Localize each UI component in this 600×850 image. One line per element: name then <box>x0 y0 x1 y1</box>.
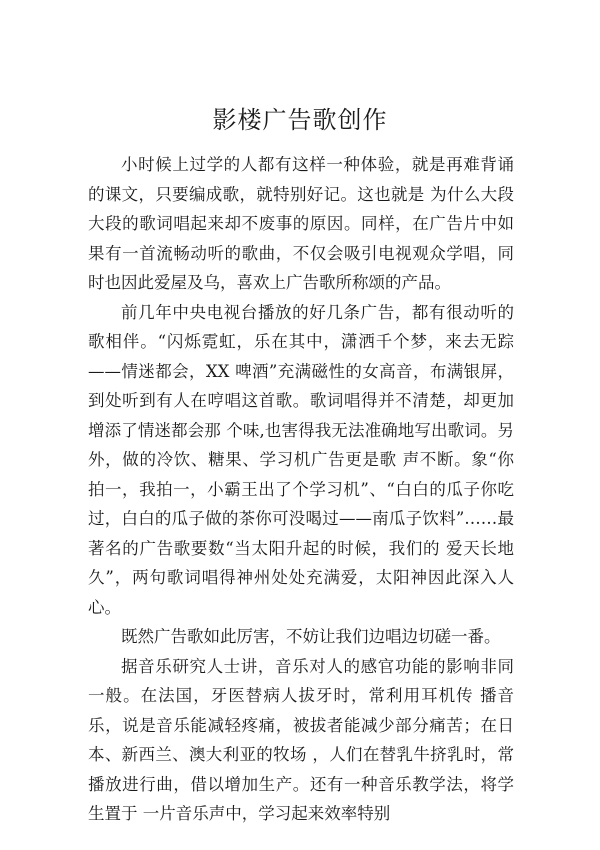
document-title: 影楼广告歌创作 <box>212 106 388 134</box>
paragraph-1: 小时候上过学的人都有这样一种体验，就是再难背诵的课文，只要编成歌，就特别好记。这也就是 为什么大段大段的歌词唱起来却不废事的原因。同样，在广告片中如果有一首流畅动听的歌曲，不仅会吸引电视观众学唱，同时也因此爱屋及乌，喜欢上广告歌所称颂的产品。 <box>88 155 514 292</box>
paragraph-2: 前几年中央电视台播放的好几条广告，都有很动听的歌相伴。“闪烁霓虹，乐在其中，潇洒千个梦，来去无踪——情迷都会，XX 啤酒”充满磁性的女高音，布满银屏，到处听到有人在哼唱这首歌。歌词唱得并不清楚，却更加增添了情迷都会那 个味,也害得我无法准确地写出歌词。另外，做的冷饮、糖果、学习机广告更是歌 声不断。象“你拍一，我拍一，小霸王出了个学习机”、“白白的瓜子你吃过，白白的瓜子做的茶你可没喝过——南瓜子饮料”……最著名的广告歌要数“当太阳升起的时候，我们的 爱天长地久”，两句歌词唱得神州处处充满爱，太阳神因此深入人心。 <box>88 302 514 617</box>
paragraph-3: 既然广告歌如此厉害，不妨让我们边唱边切磋一番。 <box>121 627 501 646</box>
paragraph-4: 据音乐研究人士讲，音乐对人的感官功能的影响非同一般。在法国，牙医替病人拔牙时，常利用耳机传 播音乐，说是音乐能减轻疼痛，被拔者能减少部分痛苦；在日本、新西兰、澳大利亚的牧场 ，人们在替乳牛挤乳时，常播放进行曲，借以增加生产。还有一种音乐教学法，将学生置于 一片音乐声中，学习起来效率特别 <box>88 656 514 823</box>
document-body <box>88 150 514 829</box>
